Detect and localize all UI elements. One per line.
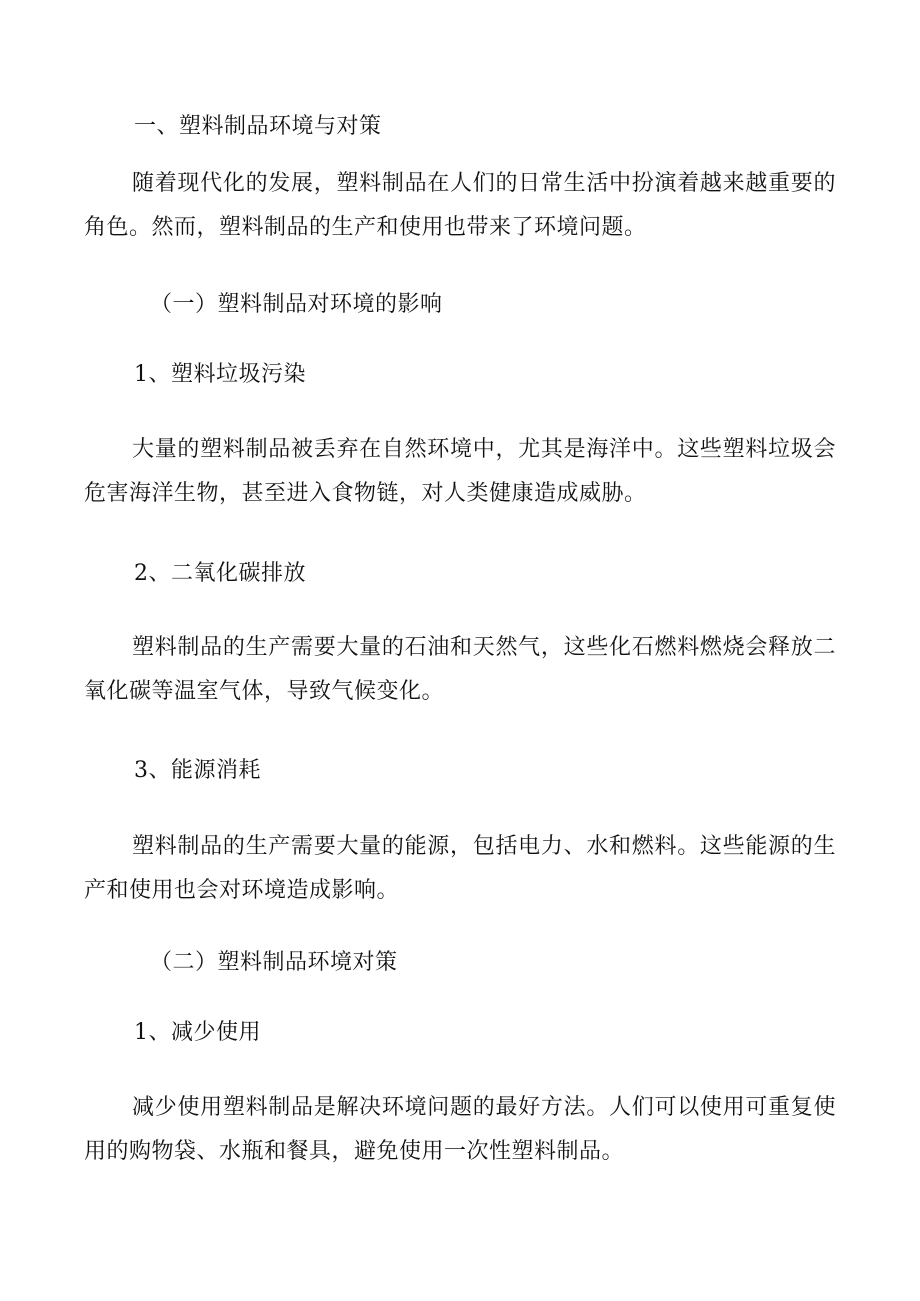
section-2-title: （二）塑料制品环境对策 bbox=[150, 950, 398, 975]
subsection-1-1-title: 1、塑料垃圾污染 bbox=[134, 362, 306, 387]
section-1-title: （一）塑料制品对环境的影响 bbox=[150, 292, 443, 317]
subsection-1-1-text: 大量的塑料制品被丢弃在自然环境中，尤其是海洋中。这些塑料垃圾会危害海洋生物，甚至进入食物链，对人类健康造成威胁。 bbox=[84, 437, 836, 506]
subsection-2-1-title: 1、减少使用 bbox=[134, 1020, 261, 1045]
subsection-1-3-text: 塑料制品的生产需要大量的能源，包括电力、水和燃料。这些能源的生产和使用也会对环境造成影响。 bbox=[84, 834, 836, 903]
subsection-1-2-title: 2、二氧化碳排放 bbox=[134, 561, 306, 586]
subsection-1-3-title: 3、能源消耗 bbox=[134, 758, 261, 783]
main-heading: 一、塑料制品环境与对策 bbox=[134, 114, 382, 139]
subsection-1-2-text: 塑料制品的生产需要大量的石油和天然气，这些化石燃料燃烧会释放二氧化碳等温室气体，导致气候变化。 bbox=[84, 635, 836, 704]
intro-paragraph: 随着现代化的发展，塑料制品在人们的日常生活中扮演着越来越重要的角色。然而，塑料制品的生产和使用也带来了环境问题。 bbox=[84, 171, 836, 240]
subsection-2-1-text: 减少使用塑料制品是解决环境问题的最好方法。人们可以使用可重复使用的购物袋、水瓶和餐具，避免使用一次性塑料制品。 bbox=[84, 1095, 836, 1164]
